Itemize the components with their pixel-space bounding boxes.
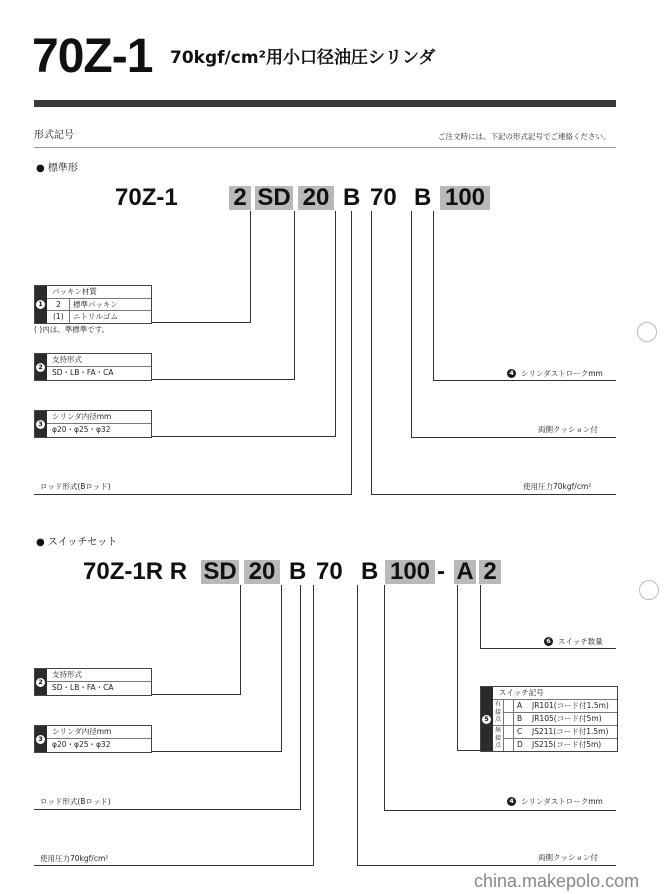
switch-col-divider-1: [503, 699, 504, 751]
switch-row-a: [493, 699, 617, 710]
leader-switch-type-h: [457, 750, 481, 751]
support-badge: 2: [36, 678, 45, 687]
switch-text: JR105(コード付5m): [532, 714, 602, 723]
leader-pressure-h: [371, 494, 616, 495]
leader-s-rod-h: [34, 809, 301, 810]
packing-code: (1): [53, 312, 64, 321]
switch-code-dash: -: [437, 558, 445, 585]
support-badge: 2: [36, 363, 45, 372]
standard-pressure-label: 使用圧力70kgf/cm²: [523, 482, 592, 491]
switch-code-cushion: B: [361, 558, 379, 585]
leader-packing-h: [150, 322, 251, 323]
leader-s-support-h: [150, 694, 241, 695]
packing-row-2: [47, 310, 151, 321]
standard-code-cushion: B: [414, 184, 432, 211]
switch-col-divider-2: [513, 699, 514, 751]
bore-value: φ20・φ25・φ32: [52, 740, 111, 749]
page-subtitle: 70kgf/cm²用小口径油圧シリンダ: [170, 48, 436, 68]
leader-cushion-h: [411, 437, 616, 438]
leader-s-stroke-v: [384, 585, 385, 810]
standard-stroke-label: シリンダストロークmm: [521, 369, 603, 378]
switchset-support-table: [34, 668, 152, 696]
leader-rod-v: [351, 211, 352, 494]
switch-code-rod: B: [289, 558, 307, 585]
bore-badge: 3: [36, 735, 45, 744]
switch-row-b: [503, 712, 617, 723]
bore-row: [47, 423, 151, 434]
switch-title: スイッチ記号: [499, 688, 544, 697]
packing-text: 標準パッキン: [73, 300, 118, 309]
switch-code: B: [517, 714, 523, 723]
switchset-cushion-label: 両側クッション付: [538, 853, 598, 862]
switch-count-label: スイッチ数量: [558, 637, 603, 646]
leader-switch-count-v: [480, 585, 481, 648]
packing-code: 2: [56, 300, 61, 309]
standard-cushion-label: 両側クッション付: [538, 425, 598, 434]
switch-code-count: 2: [479, 560, 501, 584]
bore-badge: 3: [36, 420, 45, 429]
switchset-heading: ● スイッチセット: [36, 537, 118, 548]
switch-code: C: [517, 727, 523, 736]
order-note: ご注文時には、下記の形式記号でご連絡ください。: [438, 132, 611, 141]
switch-code: A: [517, 701, 523, 710]
leader-s-support-v: [240, 585, 241, 694]
binder-hole-top: [637, 322, 657, 342]
switch-code-bore: 20: [244, 560, 280, 584]
switch-code-pressure: 70: [316, 558, 343, 585]
standard-code-stroke: 100: [440, 186, 490, 210]
support-value: SD・LB・FA・CA: [52, 368, 114, 377]
standard-heading: ● 標準形: [36, 163, 78, 174]
switch-code-support: SD: [201, 560, 239, 584]
packing-table: [34, 285, 152, 324]
switch-text: JS211(コード付1.5m): [532, 727, 609, 736]
leader-switch-count-h: [480, 648, 616, 649]
standard-support-table: [34, 353, 152, 381]
leader-stroke-v: [433, 211, 434, 380]
binder-hole-bottom: [639, 580, 659, 600]
switch-code: D: [517, 740, 523, 749]
standard-code-support: SD: [255, 186, 293, 210]
packing-note: ( )内は、準標準です。: [34, 325, 110, 334]
switch-code-type: A: [454, 560, 476, 584]
switchset-rod-label: ロッド形式(Bロッド): [40, 797, 111, 806]
switch-code-stroke: 100: [385, 560, 435, 584]
switch-group-contact: 有接点: [495, 701, 502, 723]
standard-stroke-badge: 4: [507, 369, 516, 378]
watermark: china.makepolo.com: [474, 871, 640, 891]
switchset-stroke-label: シリンダストロークmm: [521, 797, 603, 806]
switch-group-contactless: 無接点: [495, 727, 502, 749]
support-row: [47, 366, 151, 377]
standard-model-prefix: 70Z-1: [115, 184, 178, 211]
standard-code-bore: 20: [298, 186, 334, 210]
bore-row: [47, 738, 151, 749]
leader-s-rod-v: [300, 585, 301, 809]
section-title: 形式記号: [34, 130, 74, 141]
leader-s-bore-h: [150, 751, 282, 752]
leader-support-v: [294, 211, 295, 379]
switch-count-badge: 6: [544, 637, 553, 646]
bore-value: φ20・φ25・φ32: [52, 425, 111, 434]
switch-text: JR101(コード付1.5m): [532, 701, 609, 710]
section-rule: [34, 147, 616, 148]
leader-s-cushion-v: [357, 585, 358, 865]
switch-badge: 5: [482, 715, 491, 724]
leader-s-cushion-h: [357, 865, 616, 866]
standard-code-pressure: 70: [370, 184, 397, 211]
standard-rod-label: ロッド形式(Bロッド): [40, 482, 111, 491]
packing-row-1: [47, 298, 151, 309]
switchset-model-prefix: 70Z-1R R: [83, 558, 188, 585]
switch-text: JS215(コード付5m): [532, 740, 602, 749]
standard-code-rod: B: [343, 184, 361, 211]
packing-badge: 1: [36, 300, 45, 309]
leader-s-pressure-v: [313, 585, 314, 865]
leader-s-pressure-h: [34, 865, 314, 866]
bore-title: シリンダ内径mm: [52, 412, 112, 421]
support-row: [47, 681, 151, 692]
model-title: 70Z-1: [32, 30, 153, 83]
switchset-stroke-badge: 4: [507, 797, 516, 806]
leader-support-h: [150, 379, 295, 380]
packing-text: ニトリルゴム: [73, 312, 118, 321]
leader-bore-h: [150, 436, 336, 437]
leader-packing-v: [250, 211, 251, 322]
leader-s-stroke-h: [384, 810, 616, 811]
leader-bore-v: [335, 211, 336, 436]
leader-pressure-v: [371, 211, 372, 494]
support-title: 支持形式: [52, 355, 82, 364]
switch-row-d: [503, 738, 617, 749]
support-title: 支持形式: [52, 670, 82, 679]
standard-code-packing: 2: [229, 186, 251, 210]
leader-s-bore-v: [281, 585, 282, 751]
leader-switch-type-v: [457, 585, 458, 750]
leader-stroke-h: [433, 380, 616, 381]
leader-rod-h: [34, 494, 352, 495]
support-value: SD・LB・FA・CA: [52, 683, 114, 692]
switch-row-c: [493, 725, 617, 736]
switchset-pressure-label: 使用圧力70kgf/cm²: [40, 854, 109, 863]
bore-title: シリンダ内径mm: [52, 727, 112, 736]
switchset-bore-table: [34, 725, 152, 753]
standard-bore-table: [34, 410, 152, 438]
header-rule: [34, 100, 616, 107]
switch-symbol-table: [480, 686, 618, 752]
leader-cushion-v: [411, 211, 412, 437]
packing-title: パッキン材質: [52, 287, 97, 296]
packing-col-divider: [69, 298, 70, 323]
